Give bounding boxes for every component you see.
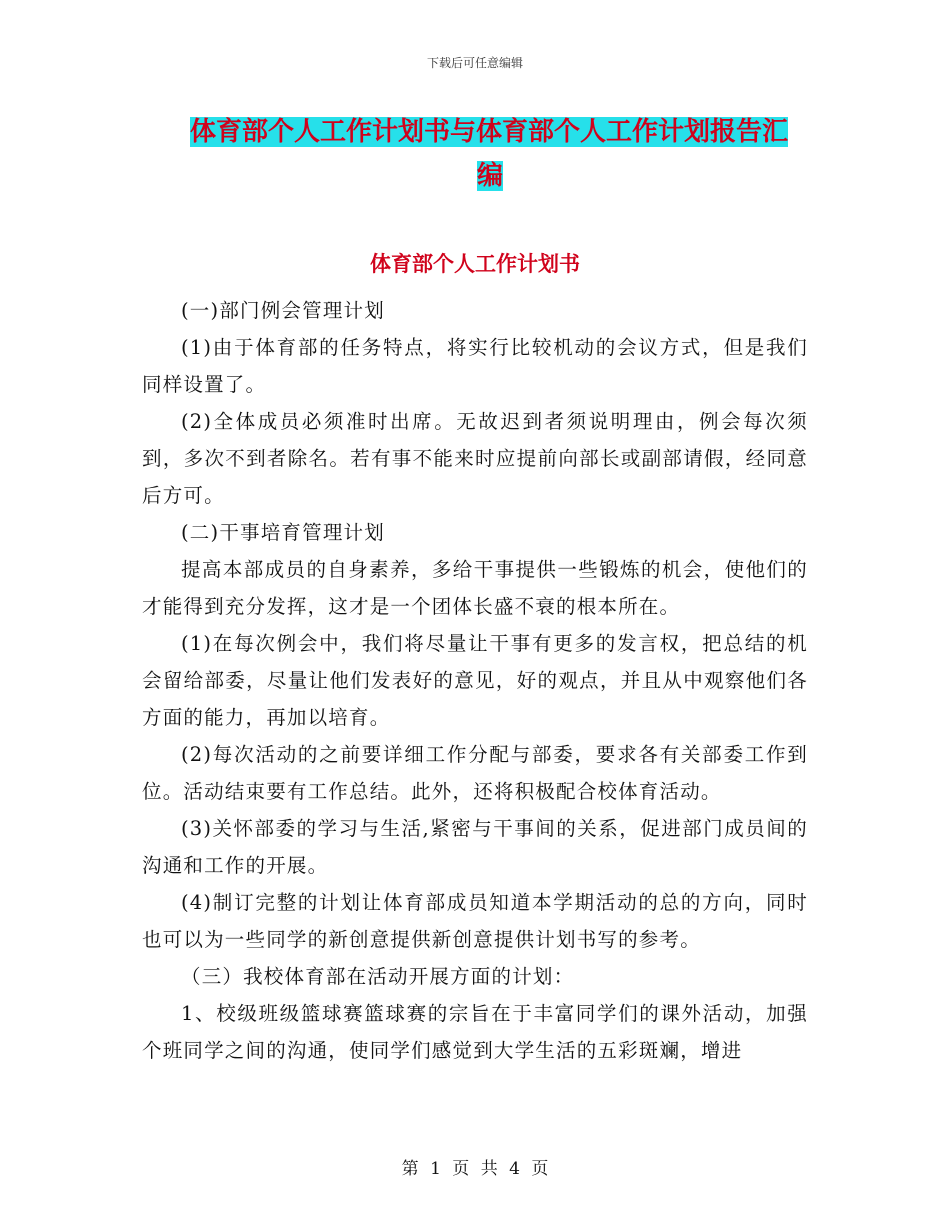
- section-title: 体育部个人工作计划书: [370, 252, 580, 276]
- paragraph: (2)每次活动的之前要详细工作分配与部委，要求各有关部委工作到位。活动结束要有工作总结。此外，还将积极配合校体育活动。: [142, 743, 808, 803]
- paragraph: (2)全体成员必须准时出席。无故迟到者须说明理由，例会每次须到，多次不到者除名。若有事不能来时应提前向部长或副部请假，经同意后方可。: [142, 410, 808, 507]
- paragraph: (二)干事培育管理计划: [181, 521, 385, 544]
- paragraph: (1)由于体育部的任务特点，将实行比较机动的会议方式，但是我们同样设置了。: [142, 336, 808, 396]
- paragraph: （三）我校体育部在活动开展方面的计划：: [181, 965, 575, 988]
- document-body: [142, 292, 808, 1069]
- paragraph: 提高本部成员的自身素养，多给干事提供一些锻炼的机会，使他们的才能得到充分发挥，这才是一个团体长盛不衰的根本所在。: [142, 558, 808, 618]
- paragraph: (一)部门例会管理计划: [181, 299, 385, 322]
- paragraph: 1、校级班级篮球赛篮球赛的宗旨在于丰富同学们的课外活动，加强个班同学之间的沟通，使同学们感觉到大学生活的五彩斑斓，增进: [142, 1002, 808, 1062]
- paragraph: (3)关怀部委的学习与生活,紧密与干事间的关系，促进部门成员间的沟通和工作的开展。: [142, 817, 808, 877]
- paragraph: (4)制订完整的计划让体育部成员知道本学期活动的总的方向，同时也可以为一些同学的新创意提供新创意提供计划书写的参考。: [142, 891, 808, 951]
- paragraph: (1)在每次例会中，我们将尽量让干事有更多的发言权，把总结的机会留给部委，尽量让他们发表好的意见，好的观点，并且从中观察他们各方面的能力，再加以培育。: [142, 632, 808, 729]
- page-header-note: 下载后可任意编辑: [426, 56, 523, 70]
- title-line-2: 编: [476, 161, 503, 191]
- document-title: [190, 110, 810, 198]
- title-line-1: 体育部个人工作计划书与体育部个人工作计划报告汇: [190, 117, 789, 147]
- page-footer: 第 1 页 共 4 页: [401, 1159, 549, 1179]
